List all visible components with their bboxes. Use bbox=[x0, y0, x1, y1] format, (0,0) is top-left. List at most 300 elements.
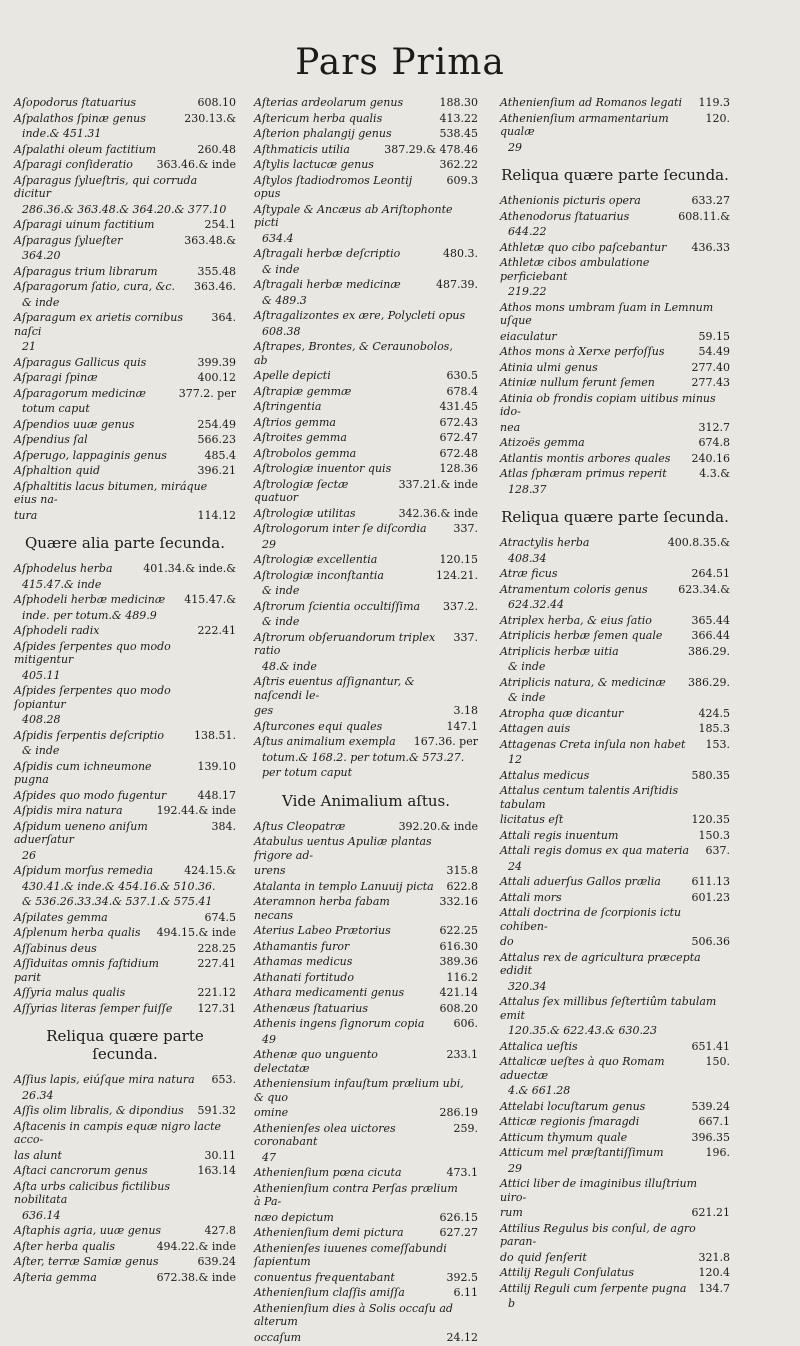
index-entry bbox=[254, 971, 478, 985]
index-entry-continuation: 47 bbox=[262, 1150, 276, 1164]
index-entry-term: Athenienſium demi pictura bbox=[254, 1226, 404, 1239]
index-entry bbox=[254, 720, 478, 734]
index-entry-term: Aſparagorum ſatio, cura, &c. bbox=[14, 280, 176, 293]
index-entry bbox=[254, 600, 478, 614]
index-entry-continuation: & inde bbox=[22, 295, 60, 309]
index-entry-term: Attali regis inuentum bbox=[500, 828, 619, 842]
index-entry bbox=[500, 951, 730, 978]
index-entry-reference: 436.33 bbox=[691, 240, 730, 254]
index-entry bbox=[254, 864, 478, 878]
index-entry-term: Aſtrologiæ excellentia bbox=[254, 553, 378, 566]
index-entry-continuation: 128.37 bbox=[508, 482, 547, 496]
index-entry bbox=[14, 1271, 236, 1285]
index-entry-reference: 264.51 bbox=[691, 567, 730, 580]
index-entry bbox=[254, 1182, 478, 1209]
index-entry-term: Aſpendios uuæ genus bbox=[14, 417, 135, 431]
index-entry bbox=[14, 143, 236, 157]
index-entry-reference: 150.3 bbox=[698, 828, 730, 842]
index-entry bbox=[14, 1002, 236, 1016]
index-entry-reference: 608.20 bbox=[439, 1001, 478, 1015]
index-entry bbox=[254, 880, 478, 894]
index-entry bbox=[254, 1166, 478, 1180]
index-entry-term: Aſtrobolos gemma bbox=[254, 446, 357, 460]
index-entry-reference: 630.5 bbox=[446, 369, 478, 382]
index-entry bbox=[500, 614, 730, 628]
index-entry-reference: 601.23 bbox=[691, 890, 730, 904]
section-note: Reliqua quære parte ſecunda. bbox=[501, 508, 729, 526]
index-entry bbox=[14, 158, 236, 172]
index-entry bbox=[14, 986, 236, 1000]
index-entry bbox=[500, 1115, 730, 1129]
index-entry-reference: 277.43 bbox=[691, 376, 730, 389]
index-entry-continuation: inde. per totum.& 489.9 bbox=[22, 608, 157, 622]
index-entry-term: Atriplex herba, & eius ſatio bbox=[500, 613, 652, 627]
index-entry-term: Atriplicis natura, & medicinæ bbox=[500, 675, 666, 689]
index-entry bbox=[500, 891, 730, 905]
index-entry-term: Aſparagi conſideratio bbox=[14, 158, 133, 171]
index-entry-reference: 487.39. bbox=[436, 278, 478, 291]
index-entry bbox=[254, 369, 478, 383]
index-entry-term: Aſpalathos ſpinæ genus bbox=[14, 111, 146, 125]
index-entry-term: Aſparagus Gallicus quis bbox=[14, 355, 147, 369]
index-entry-reference: 120. bbox=[705, 111, 730, 125]
index-entry bbox=[254, 340, 478, 367]
index-entry-reference: 396.35 bbox=[691, 1130, 730, 1144]
index-entry-reference: 139.10 bbox=[197, 759, 236, 773]
index-entry-continuation: 29 bbox=[262, 537, 276, 551]
section-note: Quære alia parte ſecunda. bbox=[25, 534, 225, 552]
index-entry bbox=[14, 433, 236, 447]
index-entry-term: Aſpilates gemma bbox=[14, 910, 108, 924]
index-entry-reference: 424.15.& bbox=[184, 864, 236, 877]
index-entry bbox=[500, 1251, 730, 1265]
index-entry-continuation: & inde bbox=[508, 691, 546, 704]
index-entry-reference: 355.48 bbox=[197, 264, 236, 278]
index-entry-term: Atropha quæ dicantur bbox=[500, 706, 624, 720]
index-entry-term: Atalanta in templo Lanuuij picta bbox=[254, 879, 434, 893]
index-entry-continuation: 286.36.& 363.48.& 364.20.& 377.10 bbox=[22, 202, 227, 216]
index-entry-term: Aſter, terræ Samiæ genus bbox=[14, 1255, 159, 1268]
section-note: Reliqua quære parte ſecunda. bbox=[501, 166, 729, 184]
index-entry bbox=[254, 174, 478, 201]
index-entry bbox=[14, 926, 236, 940]
index-entry-term: Athenienſes olea uictores coronabant bbox=[254, 1121, 396, 1148]
index-entry bbox=[254, 507, 478, 521]
index-entry bbox=[500, 1282, 730, 1296]
index-entry-term: Aſparagus ſylueſtris, qui corruda dicitur bbox=[14, 173, 198, 200]
index-entry-term: Aſſyria malus qualis bbox=[14, 986, 126, 999]
index-entry bbox=[254, 447, 478, 461]
index-entry-term: ges bbox=[254, 704, 274, 717]
index-entry-reference: 196. bbox=[705, 1146, 730, 1159]
index-entry-term: Athletæ quo cibo paſcebantur bbox=[500, 240, 667, 254]
index-entry-continuation: totum caput bbox=[22, 402, 90, 415]
index-entry bbox=[500, 906, 730, 933]
index-entry-reference: 240.16 bbox=[691, 451, 730, 465]
index-entry-reference: 616.30 bbox=[439, 939, 478, 953]
index-entry bbox=[500, 583, 730, 597]
index-entry-reference: 221.12 bbox=[197, 986, 236, 999]
index-entry-term: Aſtus animalium exempla bbox=[254, 735, 396, 748]
index-entry bbox=[14, 640, 236, 667]
index-entry-reference: 667.1 bbox=[698, 1115, 730, 1128]
index-entry-term: Aſtringentia bbox=[254, 400, 322, 413]
index-entry bbox=[254, 309, 478, 323]
index-entry bbox=[14, 96, 236, 110]
index-entry-term: Attilius Regulus bis conſul, de agro paran- bbox=[500, 1221, 696, 1248]
index-entry bbox=[14, 387, 236, 401]
index-entry-term: Aſparagus ſylueſter bbox=[14, 233, 123, 247]
index-entry-continuation: & inde bbox=[262, 615, 300, 628]
index-entry-reference: 227.41 bbox=[197, 957, 236, 970]
index-entry-term: Aſterion phalangij genus bbox=[254, 127, 392, 140]
index-entry bbox=[500, 935, 730, 949]
index-entry-term: Aſplenum herba qualis bbox=[14, 926, 141, 939]
index-entry-continuation: 624.32.44 bbox=[508, 598, 564, 611]
index-entry-reference: 30.11 bbox=[204, 1148, 236, 1162]
index-entry-term: Aſtris euentus aſſignantur, & naſcendi le- bbox=[254, 675, 415, 702]
index-entry-reference: 639.24 bbox=[197, 1255, 236, 1268]
index-entry-reference: 119.3 bbox=[698, 96, 730, 109]
index-entry bbox=[254, 203, 478, 230]
index-entry-reference: 120.35 bbox=[691, 813, 730, 826]
index-entry bbox=[14, 449, 236, 463]
index-entry-reference: 431.45 bbox=[439, 400, 478, 413]
index-entry bbox=[500, 330, 730, 344]
index-entry-reference: 539.24 bbox=[691, 1099, 730, 1113]
index-entry-reference: 116.2 bbox=[446, 970, 478, 984]
index-entry bbox=[500, 707, 730, 721]
index-entry-term: Aſtrologiæ inuentor quis bbox=[254, 462, 392, 475]
index-entry-continuation: & 536.26.33.34.& 537.1.& 575.41 bbox=[22, 895, 213, 908]
index-entry-reference: 627.27 bbox=[439, 1226, 478, 1239]
index-entry-reference: 364. bbox=[211, 311, 236, 324]
index-entry-reference: 59.15 bbox=[698, 329, 730, 343]
index-entry-term: Aſtroites gemma bbox=[254, 431, 347, 444]
index-entry bbox=[500, 645, 730, 659]
index-entry bbox=[254, 631, 478, 658]
index-entry bbox=[254, 1331, 478, 1345]
index-entry-continuation: b bbox=[508, 1297, 516, 1310]
index-entry-reference: 228.25 bbox=[197, 941, 236, 955]
index-entry-term: Atlas ſphæram primus reperit bbox=[500, 467, 667, 480]
index-entry-reference: 427.8 bbox=[204, 1224, 236, 1237]
index-entry-term: Aſphodelus herba bbox=[14, 562, 113, 575]
index-entry-term: urens bbox=[254, 864, 286, 877]
index-entry-reference: 153. bbox=[705, 737, 730, 751]
index-entry-reference: 386.29. bbox=[688, 675, 730, 689]
index-entry bbox=[14, 464, 236, 478]
index-entry-term: Aſtrorum obſeruandorum triplex ratio bbox=[254, 630, 436, 657]
index-entry-reference: 254.1 bbox=[204, 218, 236, 231]
index-entry-reference: 611.13 bbox=[691, 875, 730, 888]
index-entry bbox=[14, 789, 236, 803]
index-entry-reference: 678.4 bbox=[446, 384, 478, 398]
index-entry-reference: 506.36 bbox=[691, 935, 730, 948]
index-entry-continuation: & inde bbox=[22, 744, 60, 757]
index-entry bbox=[254, 1106, 478, 1120]
index-entry-term: Aſtrologorum inter ſe diſcordia bbox=[254, 522, 427, 535]
index-entry bbox=[254, 478, 478, 505]
index-entry bbox=[500, 844, 730, 858]
index-entry-continuation: 29 bbox=[508, 140, 522, 154]
index-entry-continuation: 636.14 bbox=[22, 1208, 61, 1222]
index-entry-reference: 127.31 bbox=[197, 1001, 236, 1015]
index-entry-reference: 448.17 bbox=[197, 788, 236, 802]
index-entry bbox=[500, 1206, 730, 1220]
index-entry bbox=[254, 1226, 478, 1240]
index-entry bbox=[254, 400, 478, 414]
index-entry-reference: 6.11 bbox=[453, 1286, 478, 1299]
index-entry-term: Athenienſium claſſis amiſſa bbox=[254, 1286, 405, 1299]
index-entry-term: Aſtrologiæ utilitas bbox=[254, 506, 356, 520]
index-entry bbox=[14, 1104, 236, 1118]
index-entry-term: Atizoës gemma bbox=[500, 436, 585, 449]
index-entry-term: Atheniensium infauſtum prælium ubi, & quo bbox=[254, 1077, 464, 1104]
index-entry bbox=[254, 955, 478, 969]
index-entry-term: Aſtragali herbæ medicinæ bbox=[254, 278, 401, 291]
index-entry-term: occaſum bbox=[254, 1330, 302, 1344]
index-entry-term: Athenionis picturis opera bbox=[500, 194, 641, 207]
index-entry bbox=[500, 256, 730, 283]
section-note: Vide Animalium aſtus. bbox=[282, 791, 450, 810]
index-entry-term: Atabulus uentus Apuliæ plantas frigore ad- bbox=[254, 835, 432, 862]
index-entry bbox=[254, 385, 478, 399]
index-entry-reference: 387.29.& 478.46 bbox=[384, 142, 478, 156]
index-entry-term: Aſta urbs calicibus fictilibus nobilitata bbox=[14, 1179, 170, 1206]
index-entry-term: Aſſyrias literas ſemper fuiſſe bbox=[14, 1001, 173, 1015]
index-entry-reference: 377.2. per bbox=[178, 386, 236, 400]
index-entry bbox=[14, 562, 236, 576]
index-entry bbox=[500, 875, 730, 889]
index-entry-continuation: 21 bbox=[22, 340, 36, 353]
index-entry-reference: 124.21. bbox=[436, 568, 478, 582]
index-entry-reference: 580.35 bbox=[691, 768, 730, 782]
index-entry-term: Aſparagus trium librarum bbox=[14, 264, 158, 278]
index-entry bbox=[500, 392, 730, 419]
index-entry bbox=[14, 1120, 236, 1147]
index-entry-continuation: 608.38 bbox=[262, 324, 301, 338]
index-entry-continuation: 12 bbox=[508, 753, 522, 766]
index-entry-term: Attali doctrina de ſcorpionis ictu cohiben- bbox=[500, 906, 682, 933]
index-entry-term: Atiniæ nullum ferunt ſemen bbox=[500, 376, 655, 389]
index-entry-reference: 400.8.35.& bbox=[667, 536, 730, 549]
index-entry-term: Aſtacenis in campis equæ nigro lacte acco- bbox=[14, 1119, 222, 1146]
index-entry bbox=[14, 1180, 236, 1207]
index-entry bbox=[14, 729, 236, 743]
index-entry bbox=[500, 813, 730, 827]
index-entry-reference: 185.3 bbox=[698, 722, 730, 735]
index-entry-continuation: 120.35.& 622.43.& 630.23 bbox=[508, 1024, 658, 1037]
index-entry-reference: 386.29. bbox=[688, 644, 730, 658]
index-entry bbox=[254, 1211, 478, 1225]
index-entry-term: Aſparagorum medicinæ bbox=[14, 386, 146, 400]
index-entry-term: Atinia ulmi genus bbox=[500, 360, 598, 374]
index-entry-term: Aſſius lapis, eiúſque mira natura bbox=[14, 1073, 195, 1086]
index-entry-term: Attalicæ ueſtes à quo Romam aduectæ bbox=[500, 1055, 665, 1082]
index-entry-reference: 424.5 bbox=[698, 706, 730, 720]
index-entry-term: Aſtrapes, Brontes, & Ceraunobolos, ab bbox=[254, 340, 453, 367]
index-entry-term: Athenis ingens ſignorum copia bbox=[254, 1017, 425, 1030]
index-entry-term: Apelle depicti bbox=[254, 369, 331, 382]
index-entry-reference: 163.14 bbox=[197, 1164, 236, 1177]
index-entry-term: Attelabi locuſtarum genus bbox=[500, 1099, 646, 1113]
index-entry bbox=[500, 1040, 730, 1054]
index-entry-term: Athenæus ſtatuarius bbox=[254, 1001, 369, 1015]
index-entry-reference: 3.18 bbox=[453, 704, 478, 717]
index-entry-reference: 633.27 bbox=[691, 194, 730, 207]
index-entry bbox=[14, 1224, 236, 1238]
index-entry-reference: 277.40 bbox=[691, 360, 730, 374]
index-entry-term: Attici liber de imaginibus illuſtrium uiro- bbox=[500, 1177, 698, 1204]
index-entry-term: Aſtaci cancrorum genus bbox=[14, 1164, 148, 1177]
index-entry-reference: 337.21.& inde bbox=[398, 477, 478, 491]
index-entry-reference: 494.22.& inde bbox=[156, 1239, 236, 1253]
index-entry-term: Aſparagum ex arietis cornibus naſci bbox=[14, 311, 184, 338]
index-entry-continuation: 634.4 bbox=[262, 231, 294, 245]
index-entry bbox=[14, 174, 236, 201]
index-entry bbox=[500, 995, 730, 1022]
index-entry bbox=[14, 265, 236, 279]
index-entry-reference: 362.22 bbox=[439, 158, 478, 171]
index-entry-term: Aſpalathi oleum factitium bbox=[14, 142, 157, 156]
index-entry-reference: 672.38.& inde bbox=[156, 1270, 236, 1284]
index-entry-term: omine bbox=[254, 1106, 289, 1119]
index-entry bbox=[500, 1177, 730, 1204]
index-entry bbox=[14, 234, 236, 248]
index-entry-term: Aſpidum ueneno aniſum aduerſatur bbox=[14, 819, 148, 846]
index-entry bbox=[14, 280, 236, 294]
index-entry-reference: 608.10 bbox=[197, 96, 236, 109]
index-entry-term: Aſparagi uinum factitium bbox=[14, 218, 155, 231]
index-entry bbox=[500, 345, 730, 359]
index-entry-term: Attalus rex de agricultura præcepta edidit bbox=[500, 950, 701, 977]
index-entry-reference: 401.34.& inde.& bbox=[143, 562, 236, 575]
index-entry-term: Atræ ficus bbox=[500, 567, 558, 580]
index-entry-term: Aſterias ardeolarum genus bbox=[254, 96, 404, 109]
index-entry bbox=[500, 467, 730, 481]
index-entry-term: Aterius Labeo Prætorius bbox=[254, 924, 391, 937]
index-entry-term: Athenienſes iuuenes comeſſabundi ſapientum bbox=[254, 1241, 447, 1268]
index-entry-reference: 120.15 bbox=[439, 553, 478, 566]
index-entry-term: Aſtaphis agria, uuæ genus bbox=[14, 1224, 162, 1237]
index-entry bbox=[14, 218, 236, 232]
index-entry-reference: 54.49 bbox=[698, 345, 730, 358]
index-entry bbox=[14, 1149, 236, 1163]
index-entry-reference: 192.44.& inde bbox=[156, 804, 236, 817]
section-note: Reliqua quære parte ſecunda. bbox=[46, 1027, 204, 1063]
index-entry-reference: 363.46. bbox=[194, 280, 236, 293]
index-entry-reference: 494.15.& inde bbox=[156, 926, 236, 939]
index-entry-term: Aſtragalizontes ex ære, Polycleti opus bbox=[254, 309, 466, 322]
index-entry-term: Athara medicamenti genus bbox=[254, 986, 405, 999]
index-entry-reference: 120.4 bbox=[698, 1266, 730, 1279]
index-entry-term: Attilij Reguli cum ſerpente pugna bbox=[500, 1281, 687, 1295]
index-entry-term: Aſpides ſerpentes quo modo ſopiantur bbox=[14, 684, 171, 711]
index-entry-term: Aſtylos ſtadiodromos Leontij opus bbox=[254, 173, 413, 200]
index-entry bbox=[500, 1100, 730, 1114]
index-entry-reference: 672.43 bbox=[439, 415, 478, 429]
index-entry-term: Atticæ regionis ſmaragdi bbox=[500, 1115, 640, 1128]
index-entry-reference: 332.16 bbox=[439, 895, 478, 908]
index-entry bbox=[14, 1255, 236, 1269]
index-entry-reference: 621.21 bbox=[691, 1206, 730, 1219]
index-entry-term: tura bbox=[14, 508, 38, 522]
index-entry-reference: 259. bbox=[453, 1121, 478, 1135]
index-entry bbox=[14, 804, 236, 818]
index-entry bbox=[500, 629, 730, 643]
index-entry bbox=[500, 376, 730, 390]
index-entry bbox=[500, 96, 730, 110]
index-entry-reference: 396.21 bbox=[197, 464, 236, 477]
index-entry-continuation: & inde bbox=[508, 660, 546, 673]
index-entry-term: Aſpidum morſus remedia bbox=[14, 864, 154, 877]
index-entry-reference: 167.36. per bbox=[413, 735, 478, 748]
index-entry-term: Attalus centum talentis Ariſtidis tabulam bbox=[500, 784, 679, 811]
index-entry-reference: 473.1 bbox=[446, 1166, 478, 1179]
index-entry bbox=[14, 760, 236, 787]
index-entry-reference: 653. bbox=[211, 1073, 236, 1086]
index-column-1 bbox=[14, 96, 236, 1286]
index-entry-term: Aſphodeli herbæ medicinæ bbox=[14, 593, 166, 606]
index-entry-term: Aſphaltitis lacus bitumen, miráque eius na- bbox=[14, 479, 208, 506]
index-entry-term: Attalica ueſtis bbox=[500, 1039, 578, 1053]
index-entry-continuation: 364.20 bbox=[22, 249, 61, 262]
index-entry-reference: 128.36 bbox=[439, 462, 478, 475]
index-entry-reference: 315.8 bbox=[446, 864, 478, 877]
index-entry-reference: 672.48 bbox=[439, 446, 478, 460]
index-entry-reference: 233.1 bbox=[446, 1048, 478, 1061]
index-entry-reference: 609.3 bbox=[446, 173, 478, 187]
index-entry-term: licitatus eſt bbox=[500, 813, 564, 826]
index-entry-term: Atriplicis herbæ ſemen quale bbox=[500, 629, 663, 642]
index-entry-reference: 622.25 bbox=[439, 924, 478, 937]
index-entry-reference: 4.3.& bbox=[699, 467, 730, 480]
index-entry bbox=[14, 1240, 236, 1254]
index-entry-reference: 114.12 bbox=[197, 508, 236, 522]
index-entry-reference: 363.48.& bbox=[184, 233, 236, 247]
index-entry-term: Aſtus Cleopatræ bbox=[254, 819, 346, 833]
index-entry-term: Attagen auis bbox=[500, 722, 571, 735]
index-entry bbox=[254, 735, 478, 749]
index-entry-reference: 651.41 bbox=[691, 1039, 730, 1053]
index-entry-term: Attagenas Creta inſula non habet bbox=[500, 737, 686, 751]
index-entry-reference: 389.36 bbox=[439, 955, 478, 968]
index-entry bbox=[254, 431, 478, 445]
index-entry-term: nea bbox=[500, 420, 521, 434]
index-column-2 bbox=[254, 96, 478, 1346]
index-entry-continuation: 408.28 bbox=[22, 713, 61, 726]
index-entry-term: Aſphodeli radix bbox=[14, 624, 100, 637]
index-entry bbox=[14, 864, 236, 878]
index-entry-reference: 480.3. bbox=[443, 247, 478, 260]
index-entry-term: Aſtericum herba qualis bbox=[254, 111, 383, 125]
index-entry-continuation: 430.41.& inde.& 454.16.& 510.36. bbox=[22, 879, 216, 893]
index-entry bbox=[500, 784, 730, 811]
index-entry bbox=[14, 957, 236, 984]
index-entry-term: Aſſabinus deus bbox=[14, 941, 97, 955]
index-entry-reference: 392.5 bbox=[446, 1270, 478, 1284]
index-entry-reference: 342.36.& inde bbox=[398, 506, 478, 520]
index-entry bbox=[254, 704, 478, 718]
index-entry bbox=[254, 143, 478, 157]
index-entry-reference: 415.47.& bbox=[184, 593, 236, 606]
index-entry bbox=[500, 361, 730, 375]
index-entry bbox=[254, 1002, 478, 1016]
index-entry bbox=[500, 676, 730, 690]
index-entry bbox=[254, 895, 478, 922]
index-entry-term: næo depictum bbox=[254, 1210, 334, 1224]
